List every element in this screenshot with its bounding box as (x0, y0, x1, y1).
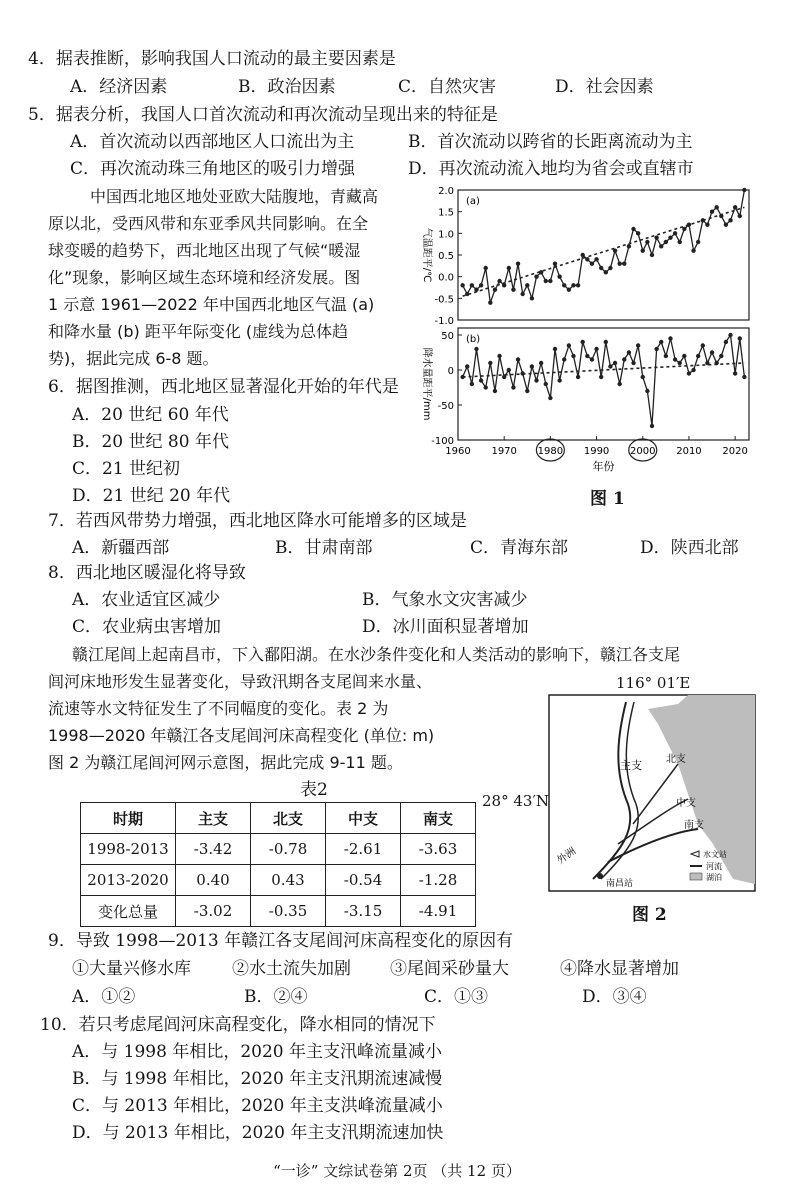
q8-option-a: A．农业适宜区减少 (72, 590, 221, 610)
data-point (617, 382, 621, 386)
data-point (622, 357, 626, 361)
data-point (604, 270, 608, 274)
q9-statement-2: ②水土流失加剧 (232, 959, 351, 979)
y-tick-label: -0.5 (434, 294, 454, 306)
q9-stem: 9．导致 1998—2013 年赣江各支尾闾河床高程变化的原因有 (48, 931, 514, 951)
x-tick-label: 2020 (722, 446, 748, 457)
data-point (733, 205, 737, 209)
table-header-cell: 北支 (251, 803, 326, 834)
data-point (576, 283, 580, 287)
y-axis-label: 降水量距平/mm (421, 347, 432, 421)
passage1-line: 化”现象，影响区域生态环境和经济发展。图 (48, 268, 361, 287)
data-point (562, 283, 566, 287)
passage1-line: 和降水量 (b) 距平年际变化 (虚线为总体趋 (48, 322, 349, 341)
table-cell: -3.63 (401, 834, 476, 865)
q10-stem: 10．若只考虑尾闾河床高程变化，降水相同的情况下 (40, 1015, 436, 1035)
data-point (664, 354, 668, 358)
data-point (645, 240, 649, 244)
data-point (493, 287, 497, 291)
figure2-latitude: 28° 43′N (482, 792, 549, 810)
data-point (581, 340, 585, 344)
legend-station: 水文站 (703, 850, 727, 859)
data-point (728, 218, 732, 222)
table2 (80, 802, 476, 927)
data-point (659, 244, 663, 248)
label-north-branch: 北支 (666, 754, 686, 765)
data-point (673, 231, 677, 235)
q6-option-b: B．20 世纪 80 年代 (72, 432, 229, 452)
data-point (710, 209, 714, 213)
q8-option-b: B．气象水文灾害减少 (362, 590, 528, 610)
data-point (724, 222, 728, 226)
x-tick-label: 1990 (583, 446, 610, 457)
figure1-caption: 图 1 (590, 489, 625, 509)
legend-lake: 湖泊 (706, 873, 722, 882)
data-point (641, 248, 645, 252)
data-point (544, 382, 548, 386)
data-point (691, 368, 695, 372)
data-point (710, 350, 714, 354)
label-middle-branch: 中支 (676, 798, 696, 809)
data-point (594, 347, 598, 351)
data-point (534, 378, 538, 382)
label-main-branch: 主支 (620, 759, 642, 772)
figure2-longitude: 116° 01′E (616, 674, 691, 692)
data-point (530, 296, 534, 300)
table-header-cell: 南支 (401, 803, 476, 834)
data-point (719, 354, 723, 358)
y-tick-label: -1.0 (434, 316, 454, 327)
q10-option-c: C．与 2013 年相比，2020 年主支洪峰流量减小 (72, 1096, 443, 1116)
data-point (590, 357, 594, 361)
data-point (530, 364, 534, 368)
data-point (511, 287, 515, 291)
table-cell: -3.02 (176, 896, 251, 927)
data-point (479, 378, 483, 382)
plot-frame (458, 328, 749, 440)
q9-statement-3: ③尾闾采砂量大 (390, 959, 509, 979)
panel-label: (a) (466, 196, 480, 207)
q8-stem: 8．西北地区暖湿化将导致 (48, 563, 246, 583)
table-cell: -4.91 (401, 896, 476, 927)
y-tick-label: 2.0 (438, 186, 454, 197)
lake-legend-icon (690, 873, 702, 880)
data-point (493, 389, 497, 393)
q6-option-a: A．20 世纪 60 年代 (72, 405, 229, 425)
data-point (470, 283, 474, 287)
data-point (696, 354, 700, 358)
table-header-cell: 时期 (81, 803, 176, 834)
passage2-line: 图 2 为赣江尾闾河网示意图，据此完成 9-11 题。 (48, 753, 403, 772)
station-icon (597, 873, 603, 879)
data-point (641, 375, 645, 379)
data-point (613, 361, 617, 365)
data-point (742, 188, 746, 192)
data-point (696, 240, 700, 244)
data-point (460, 283, 464, 287)
q7-stem: 7．若西风带势力增强，西北地区降水可能增多的区域是 (48, 511, 467, 531)
table-cell: 1998-2013 (81, 834, 176, 865)
data-point (562, 357, 566, 361)
passage2-line: 闾河床地形发生显著变化，导致汛期各支尾闾来水量、 (48, 672, 433, 691)
q5-stem: 5．据表分析，我国人口首次流动和再次流动呈现出来的特征是 (28, 105, 498, 125)
table-row (81, 834, 476, 865)
passage1-line: 球变暖的趋势下，西北地区出现了气候“暖湿 (48, 241, 361, 260)
table-cell: -0.35 (251, 896, 326, 927)
data-point (742, 375, 746, 379)
data-point (608, 266, 612, 270)
x-axis-label: 年份 (592, 460, 615, 473)
q9-option-d: D．③④ (582, 987, 647, 1007)
data-point (581, 253, 585, 257)
x-tick-label: 2010 (676, 446, 702, 457)
data-point (691, 248, 695, 252)
passage1-line: 中国西北地区地处亚欧大陆腹地，青藏高 (90, 187, 379, 206)
plot-frame (458, 190, 749, 320)
data-point (631, 361, 635, 365)
q9-option-b: B．②④ (244, 987, 308, 1007)
x-tick-label: 1980 (537, 446, 564, 457)
figure2-caption: 图 2 (632, 905, 667, 925)
table-cell: -0.54 (326, 865, 401, 896)
data-point (516, 357, 520, 361)
q9-option-a: A．①② (72, 987, 136, 1007)
data-point (728, 333, 732, 337)
q4-option-c: C．自然灾害 (398, 77, 497, 97)
data-point (654, 235, 658, 239)
q4-stem: 4．据表推断，影响我国人口流动的最主要因素是 (28, 49, 396, 69)
passage1-line: 原以北，受西风带和东亚季风共同影响。在全 (48, 214, 369, 233)
data-point (479, 283, 483, 287)
data-point (511, 385, 515, 389)
table-cell: -2.61 (326, 834, 401, 865)
data-point (585, 354, 589, 358)
data-point (571, 283, 575, 287)
data-point (599, 375, 603, 379)
table-cell: -3.15 (326, 896, 401, 927)
data-point (539, 361, 543, 365)
data-point (668, 336, 672, 340)
table-cell: 0.43 (251, 865, 326, 896)
data-point (627, 244, 631, 248)
page-footer: “一诊” 文综试卷第 2页 （共 12 页） (273, 1162, 521, 1180)
label-south-branch: 南支 (684, 820, 704, 831)
data-point (622, 261, 626, 265)
q4-option-b: B．政治因素 (238, 77, 336, 97)
data-point (714, 205, 718, 209)
passage1-line: 1 示意 1961—2022 年中国西北地区气温 (a) (48, 295, 375, 314)
q7-option-d: D．陕西北部 (640, 538, 739, 558)
data-point (484, 266, 488, 270)
data-point (548, 396, 552, 400)
data-point (484, 385, 488, 389)
table-cell: 变化总量 (81, 896, 176, 927)
data-point (525, 283, 529, 287)
data-point (520, 292, 524, 296)
y-axis-label: 气温距平/℃ (421, 227, 432, 283)
data-point (738, 336, 742, 340)
q5-option-d: D．再次流动流入地均为省会或直辖市 (408, 159, 694, 179)
q7-option-b: B．甘肃南部 (275, 538, 373, 558)
table-cell: -0.78 (251, 834, 326, 865)
series-line (463, 335, 745, 426)
q10-option-b: B．与 1998 年相比，2020 年主支汛期流速减慢 (72, 1069, 443, 1089)
data-point (576, 375, 580, 379)
y-tick-label: 50 (441, 331, 454, 342)
y-tick-label: 0.5 (438, 251, 454, 262)
legend-river: 河流 (706, 862, 722, 871)
data-point (465, 364, 469, 368)
y-tick-label: 0.0 (438, 272, 454, 284)
q8-option-d: D．冰川面积显著增加 (362, 617, 529, 637)
table-cell: 0.40 (176, 865, 251, 896)
data-point (627, 350, 631, 354)
table-cell: -1.28 (401, 865, 476, 896)
data-point (507, 368, 511, 372)
data-point (664, 240, 668, 244)
passage2-line: 1998—2020 年赣江各支尾闾河床高程变化 (单位: m) (48, 726, 435, 745)
data-point (567, 343, 571, 347)
passage1-line: 势)，据此完成 6-8 题。 (48, 349, 219, 368)
data-point (650, 253, 654, 257)
q6-option-c: C．21 世纪初 (72, 459, 181, 479)
y-tick-label: 0 (447, 366, 454, 377)
data-point (497, 354, 501, 358)
data-point (594, 257, 598, 261)
table-header-cell: 中支 (326, 803, 401, 834)
q5-option-a: A．首次流动以西部地区人口流出为主 (70, 132, 355, 152)
data-point (571, 354, 575, 358)
data-point (557, 274, 561, 278)
passage2-line: 赣江尾闾上起南昌市，下入鄱阳湖。在水沙条件变化和人类活动的影响下，赣江各支尾 (72, 645, 681, 664)
data-point (507, 266, 511, 270)
figure1-chart (414, 178, 774, 478)
data-point (631, 227, 635, 231)
q7-option-a: A．新疆西部 (72, 538, 170, 558)
data-point (733, 371, 737, 375)
q10-option-d: D．与 2013 年相比，2020 年主支汛期流速加快 (72, 1123, 444, 1143)
table-header-row (81, 803, 476, 834)
data-point (636, 343, 640, 347)
q5-option-b: B．首次流动以跨省的长距离流动为主 (408, 132, 693, 152)
data-point (636, 231, 640, 235)
q9-option-c: C．①③ (424, 987, 489, 1007)
q6-option-d: D．21 世纪 20 年代 (72, 486, 231, 506)
data-point (608, 364, 612, 368)
passage2-line: 流速等水文特征发生了不同幅度的变化。表 2 为 (48, 699, 389, 718)
data-point (673, 357, 677, 361)
table-row (81, 896, 476, 927)
data-point (678, 240, 682, 244)
data-point (553, 261, 557, 265)
data-point (488, 300, 492, 304)
data-point (617, 261, 621, 265)
q9-statement-1: ①大量兴修水库 (72, 959, 191, 979)
data-point (705, 222, 709, 226)
data-point (682, 354, 686, 358)
data-point (516, 261, 520, 265)
data-point (738, 214, 742, 218)
data-point (553, 347, 557, 351)
data-point (474, 347, 478, 351)
label-nanchang: 南昌站 (606, 879, 634, 889)
q5-option-c: C．再次流动珠三角地区的吸引力增强 (70, 159, 356, 179)
table-cell: 2013-2020 (81, 865, 176, 896)
figure2-map (548, 694, 758, 894)
data-point (548, 279, 552, 283)
data-point (724, 340, 728, 344)
x-tick-label: 1960 (445, 446, 471, 457)
data-point (534, 274, 538, 278)
trend-line (463, 207, 745, 296)
q6-stem: 6．据图推测，西北地区显著湿化开始的年代是 (48, 377, 399, 397)
q4-option-d: D．社会因素 (555, 77, 654, 97)
data-point (654, 347, 658, 351)
trend-line (463, 363, 745, 377)
q8-option-c: C．农业病虫害增加 (72, 617, 222, 637)
data-point (650, 424, 654, 428)
table-cell: -3.42 (176, 834, 251, 865)
data-point (701, 343, 705, 347)
q4-option-a: A．经济因素 (70, 77, 168, 97)
data-point (645, 389, 649, 393)
data-point (599, 266, 603, 270)
data-point (604, 340, 608, 344)
data-point (525, 389, 529, 393)
q10-option-a: A．与 1998 年相比，2020 年主支汛峰流量减小 (72, 1042, 443, 1062)
label-waizhou: 外洲 (555, 845, 579, 867)
data-point (470, 382, 474, 386)
table2-caption: 表2 (300, 780, 328, 800)
data-point (590, 261, 594, 265)
data-point (585, 257, 589, 261)
x-tick-label: 1970 (491, 446, 517, 457)
data-point (687, 371, 691, 375)
data-point (544, 279, 548, 283)
q7-option-c: C．青海东部 (470, 538, 569, 558)
x-tick-label: 2000 (630, 446, 656, 457)
data-point (557, 378, 561, 382)
data-point (488, 361, 492, 365)
data-point (497, 279, 501, 283)
data-point (567, 287, 571, 291)
table-row (81, 865, 476, 896)
q9-statement-4: ④降水显著增加 (560, 959, 679, 979)
panel-label: (b) (466, 334, 481, 345)
data-point (659, 340, 663, 344)
data-point (678, 361, 682, 365)
y-tick-label: -50 (437, 401, 454, 412)
table-header-cell: 主支 (176, 803, 251, 834)
y-tick-label: 1.5 (438, 207, 454, 219)
y-tick-label: 1.0 (438, 229, 454, 241)
y-tick-label: -100 (431, 436, 454, 447)
data-point (668, 235, 672, 239)
